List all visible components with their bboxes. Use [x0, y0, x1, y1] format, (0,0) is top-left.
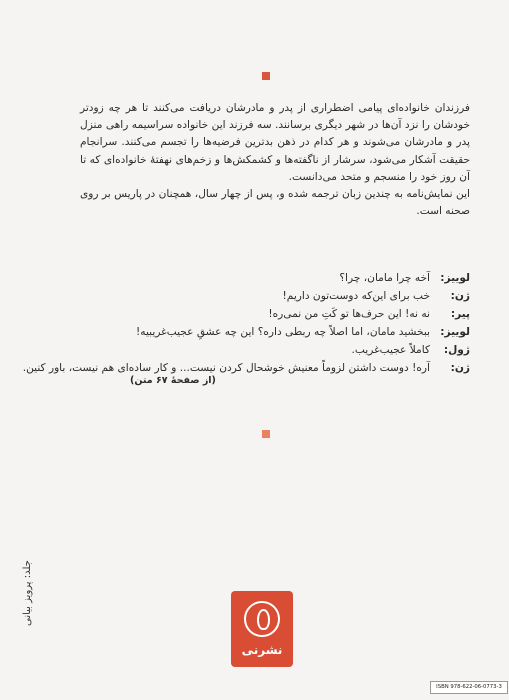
dialogue-speech: ببخشید مامان، اما اصلاً چه ربطی داره؟ این چه عشقِ عجیب‌غریبیه! — [136, 326, 430, 338]
dialogue-speech: نه نه! این حرف‌ها تو کَتِ من نمی‌ره! — [268, 308, 430, 320]
synopsis-text — [80, 100, 470, 220]
middle-ornament-square — [262, 430, 270, 438]
dialogue-speech: خب برای این‌که دوست‌تون داریم! — [282, 290, 430, 302]
dialogue-line — [60, 305, 470, 323]
top-ornament-square — [262, 72, 270, 80]
dialogue-speaker: ژن: — [450, 362, 470, 374]
dialogue-speech: آخه چرا مامان، چرا؟ — [339, 272, 430, 284]
synopsis-paragraph-1: فرزندان خانواده‌ای پیامی اضطراری از پدر و مادرشان دریافت می‌کنند تا هر چه زودتر خودشان را نزد آن‌ها در شهر دیگری برسانند. سه فرزند این خانواده سراسیمه راهی منزل پدر و مادرشان می‌شوند و هر کدام در ذهن بدترین فرضیه‌ها را تجسم می‌کنند. سرانجام حقیقت آشکار می‌شود، سرشار از ناگفته‌ها و کشمکش‌ها و زخم‌های نهفتهٔ خانواده‌ای که تا آن روز خود را منسجم و متحد می‌دانست. — [80, 102, 470, 183]
dialogue-speaker: لوییز: — [440, 272, 470, 284]
synopsis-paragraph-2: این نمایش‌نامه به چندین زبان ترجمه شده و، پس از چهار سال، همچنان در پاریس بر روی صحنه است. — [80, 188, 470, 218]
isbn-barcode-label: ISBN 978-622-06-0773-3 — [430, 681, 508, 694]
cover-design-credit: جلد: پرویز بیانی — [22, 560, 33, 626]
dialogue-line — [60, 287, 470, 305]
publisher-name: نشرنی — [241, 643, 283, 657]
dialogue-speaker: لوییز: — [440, 326, 470, 338]
dialogue-speech: آره! دوست داشتن لزوماً معنیش خوشحال کردن نیست... و کار ساده‌ای هم نیست، باور کنین. — [22, 362, 430, 374]
dialogue-speaker: پیر: — [450, 308, 470, 320]
source-page-note: (از صفحهٔ ۶۷ متن) — [130, 375, 216, 386]
dialogue-line — [60, 323, 470, 341]
publisher-logo — [231, 591, 293, 667]
dialogue-excerpt — [22, 269, 470, 377]
dialogue-line — [60, 341, 470, 359]
dialogue-speaker: ژول: — [443, 344, 470, 356]
dialogue-speaker: ژن: — [450, 290, 470, 302]
dialogue-line — [60, 269, 470, 287]
dialogue-speech: کاملاً عجیب‌غریب. — [351, 344, 430, 356]
publisher-emblem-icon — [244, 601, 280, 637]
